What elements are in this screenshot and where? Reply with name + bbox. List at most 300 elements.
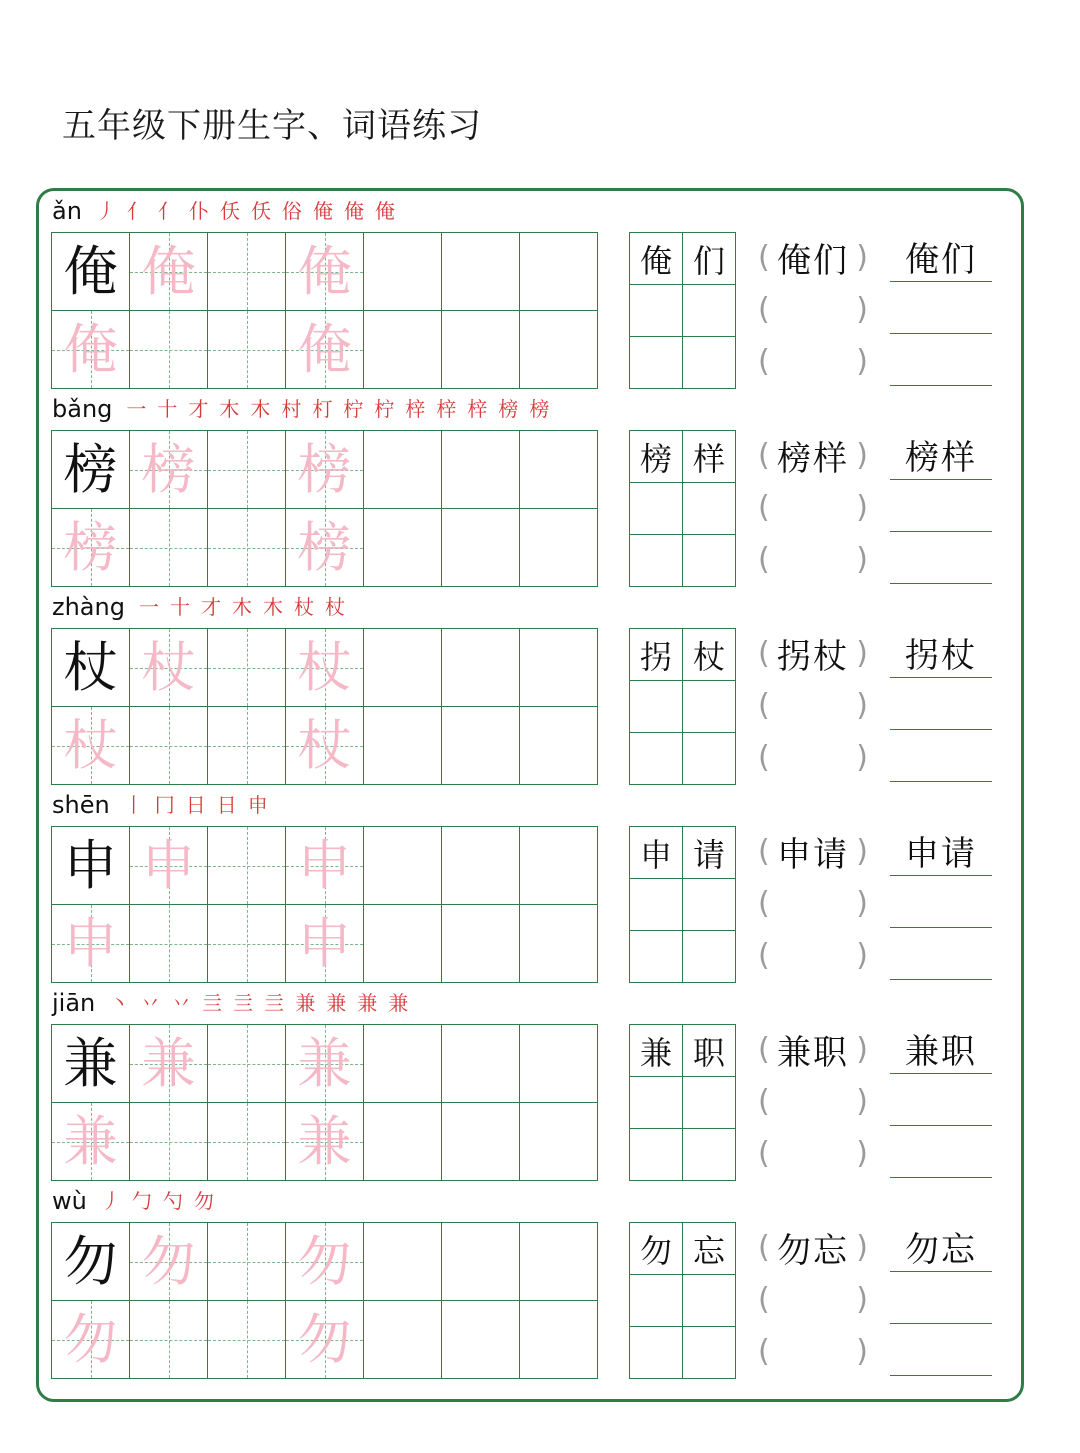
writing-cell[interactable] xyxy=(51,1102,130,1181)
left-bracket: ( xyxy=(758,437,770,473)
pinyin-label: shēn xyxy=(52,791,110,819)
bracket-answer-row[interactable] xyxy=(758,482,868,532)
underline-answer-row[interactable] xyxy=(890,1326,992,1376)
trace-character: 兼 xyxy=(297,1031,352,1095)
writing-cell[interactable] xyxy=(441,1222,520,1301)
word-character: 样 xyxy=(692,439,725,478)
guide-line xyxy=(247,1103,248,1180)
writing-cell[interactable] xyxy=(285,310,364,389)
writing-cell[interactable] xyxy=(519,1102,598,1181)
bracket-answer-row[interactable] xyxy=(758,1024,868,1074)
bracket-answer-row[interactable] xyxy=(758,284,868,334)
stroke-step: 十 xyxy=(157,397,178,421)
writing-cell[interactable] xyxy=(519,1300,598,1379)
underline-answer-row[interactable]: 勿忘 xyxy=(890,1222,992,1272)
right-bracket: ) xyxy=(856,437,868,473)
underline-answer-row[interactable] xyxy=(890,534,992,584)
writing-cell[interactable] xyxy=(363,1102,442,1181)
writing-cell[interactable] xyxy=(363,1300,442,1379)
writing-cell[interactable] xyxy=(207,310,286,389)
word-cell[interactable] xyxy=(682,878,736,931)
underline-answer-row[interactable] xyxy=(890,336,992,386)
model-character: 申 xyxy=(63,833,118,897)
right-bracket: ) xyxy=(856,1333,868,1369)
writing-cell[interactable] xyxy=(129,508,208,587)
writing-cell[interactable] xyxy=(441,1300,520,1379)
guide-line xyxy=(247,1025,248,1102)
writing-cell[interactable] xyxy=(441,1024,520,1103)
writing-cell[interactable] xyxy=(129,310,208,389)
word-cell[interactable] xyxy=(629,1222,683,1275)
left-bracket: ( xyxy=(758,1031,770,1067)
writing-cell[interactable] xyxy=(51,1300,130,1379)
model-character: 兼 xyxy=(63,1031,118,1095)
stroke-step: 亻 xyxy=(126,199,147,223)
left-bracket: ( xyxy=(758,687,770,723)
pinyin-label: zhàng xyxy=(52,593,125,621)
left-bracket: ( xyxy=(758,1229,770,1265)
word-character: 拐 xyxy=(639,637,672,676)
stroke-step: 木 xyxy=(231,595,252,619)
writing-cell[interactable] xyxy=(129,430,208,509)
writing-cell[interactable] xyxy=(129,232,208,311)
writing-cell[interactable] xyxy=(519,628,598,707)
trace-character: 榜 xyxy=(297,515,352,579)
writing-cell[interactable] xyxy=(363,430,442,509)
bracket-answer-row[interactable] xyxy=(758,628,868,678)
stroke-step: 才 xyxy=(200,595,221,619)
bracket-answer-row[interactable] xyxy=(758,1128,868,1178)
writing-cell[interactable] xyxy=(51,430,130,509)
writing-cell[interactable] xyxy=(519,1024,598,1103)
right-bracket: ) xyxy=(856,489,868,525)
writing-cell[interactable] xyxy=(51,1222,130,1301)
word-cell[interactable] xyxy=(629,534,683,587)
pinyin-label: wù xyxy=(52,1187,87,1215)
writing-cell[interactable] xyxy=(129,1222,208,1301)
writing-cell[interactable] xyxy=(363,826,442,905)
writing-cell[interactable] xyxy=(519,1222,598,1301)
right-bracket: ) xyxy=(856,239,868,275)
writing-cell[interactable] xyxy=(285,706,364,785)
left-bracket: ( xyxy=(758,1135,770,1171)
trace-character: 杖 xyxy=(297,713,352,777)
bracket-answer-row[interactable] xyxy=(758,680,868,730)
writing-cell[interactable] xyxy=(363,706,442,785)
writing-cell[interactable] xyxy=(207,430,286,509)
underline-answer-row[interactable] xyxy=(890,284,992,334)
word-cell[interactable] xyxy=(682,1024,736,1077)
right-bracket: ) xyxy=(856,885,868,921)
word-cell[interactable] xyxy=(629,336,683,389)
word-cell[interactable] xyxy=(629,1076,683,1129)
writing-cell[interactable] xyxy=(207,706,286,785)
word-cell[interactable] xyxy=(682,732,736,785)
word-cell[interactable] xyxy=(682,1076,736,1129)
writing-cell[interactable] xyxy=(207,904,286,983)
writing-cell[interactable] xyxy=(519,508,598,587)
writing-cell[interactable] xyxy=(129,1102,208,1181)
stroke-step: 亖 xyxy=(264,991,285,1015)
stroke-step: 丿 xyxy=(100,1189,121,1213)
stroke-step: 兼 xyxy=(326,991,347,1015)
bracket-answer-row[interactable] xyxy=(758,430,868,480)
underline-answer-row[interactable]: 拐杖 xyxy=(890,628,992,678)
trace-character: 申 xyxy=(63,911,118,975)
writing-cell[interactable] xyxy=(51,904,130,983)
left-bracket: ( xyxy=(758,635,770,671)
stroke-step: 俺 xyxy=(374,199,395,223)
writing-cell[interactable] xyxy=(285,1024,364,1103)
word-cell[interactable] xyxy=(629,284,683,337)
writing-cell[interactable] xyxy=(285,628,364,707)
trace-character: 申 xyxy=(297,911,352,975)
guide-line xyxy=(247,1223,248,1300)
stroke-step: 亻 xyxy=(157,199,178,223)
trace-character: 杖 xyxy=(141,635,196,699)
stroke-step: 勿 xyxy=(193,1189,214,1213)
bracket-answer-row[interactable] xyxy=(758,1326,868,1376)
stroke-step: 木 xyxy=(250,397,271,421)
writing-cell[interactable] xyxy=(441,232,520,311)
model-character: 俺 xyxy=(63,239,118,303)
model-character: 榜 xyxy=(63,437,118,501)
word-cell[interactable] xyxy=(682,430,736,483)
underline-answer-row[interactable] xyxy=(890,878,992,928)
trace-character: 兼 xyxy=(141,1031,196,1095)
left-bracket: ( xyxy=(758,937,770,973)
stroke-order-line xyxy=(52,588,356,622)
guide-line xyxy=(169,707,170,784)
writing-grid xyxy=(51,1222,599,1378)
stroke-step: 丷 xyxy=(140,991,161,1015)
right-bracket: ) xyxy=(856,541,868,577)
stroke-step: 一 xyxy=(126,397,147,421)
stroke-step: 木 xyxy=(262,595,283,619)
stroke-step: 一 xyxy=(138,595,159,619)
writing-cell[interactable] xyxy=(519,232,598,311)
writing-cell[interactable] xyxy=(441,310,520,389)
stroke-step: 梓 xyxy=(467,397,488,421)
writing-grid xyxy=(51,1024,599,1180)
right-bracket: ) xyxy=(856,937,868,973)
stroke-order-line xyxy=(52,390,560,424)
bracket-answer-row[interactable] xyxy=(758,930,868,980)
underline-answer-row[interactable] xyxy=(890,1274,992,1324)
word-cell[interactable] xyxy=(629,430,683,483)
left-bracket: ( xyxy=(758,489,770,525)
writing-cell[interactable] xyxy=(441,628,520,707)
right-bracket: ) xyxy=(856,1031,868,1067)
word-cell[interactable] xyxy=(629,1128,683,1181)
stroke-step: 朾 xyxy=(312,397,333,421)
writing-cell[interactable] xyxy=(129,826,208,905)
word-cell[interactable] xyxy=(629,680,683,733)
stroke-step: 柠 xyxy=(343,397,364,421)
writing-cell[interactable] xyxy=(51,508,130,587)
writing-cell[interactable] xyxy=(441,1102,520,1181)
stroke-step: 俺 xyxy=(343,199,364,223)
guide-line xyxy=(169,311,170,388)
writing-cell[interactable] xyxy=(207,628,286,707)
writing-cell[interactable] xyxy=(285,508,364,587)
left-bracket: ( xyxy=(758,833,770,869)
bracket-answer-row[interactable] xyxy=(758,878,868,928)
stroke-step: 柠 xyxy=(374,397,395,421)
guide-line xyxy=(169,1301,170,1378)
word-grid xyxy=(629,1024,735,1180)
char-section xyxy=(0,588,1080,786)
stroke-step: 勹 xyxy=(131,1189,152,1213)
writing-cell[interactable] xyxy=(363,904,442,983)
writing-cell[interactable] xyxy=(207,508,286,587)
word-cell[interactable] xyxy=(682,534,736,587)
writing-cell[interactable] xyxy=(363,232,442,311)
left-bracket: ( xyxy=(758,343,770,379)
writing-cell[interactable] xyxy=(363,1222,442,1301)
bracket-word: 申请 xyxy=(777,834,849,875)
underline-answer-row[interactable] xyxy=(890,930,992,980)
bracket-answer-row[interactable] xyxy=(758,1222,868,1272)
writing-cell[interactable] xyxy=(441,706,520,785)
stroke-step: 冂 xyxy=(154,793,175,817)
guide-line xyxy=(247,311,248,388)
stroke-step: 梓 xyxy=(405,397,426,421)
writing-cell[interactable] xyxy=(129,706,208,785)
word-cell[interactable] xyxy=(629,878,683,931)
char-section xyxy=(0,786,1080,984)
trace-character: 榜 xyxy=(297,437,352,501)
left-bracket: ( xyxy=(758,885,770,921)
word-cell[interactable] xyxy=(682,336,736,389)
model-character: 勿 xyxy=(63,1229,118,1293)
word-character: 忘 xyxy=(692,1231,725,1270)
trace-character: 勿 xyxy=(297,1229,352,1293)
stroke-step: 亖 xyxy=(233,991,254,1015)
bracket-answer-row[interactable] xyxy=(758,1076,868,1126)
word-cell[interactable] xyxy=(682,680,736,733)
writing-cell[interactable] xyxy=(207,1300,286,1379)
writing-cell[interactable] xyxy=(51,706,130,785)
writing-cell[interactable] xyxy=(519,310,598,389)
bracket-word: 勿忘 xyxy=(777,1230,849,1271)
bracket-answer-row[interactable] xyxy=(758,336,868,386)
stroke-step: 俺 xyxy=(312,199,333,223)
word-grid xyxy=(629,232,735,388)
word-cell[interactable] xyxy=(682,284,736,337)
guide-line xyxy=(247,509,248,586)
word-cell[interactable] xyxy=(682,1274,736,1327)
writing-cell[interactable] xyxy=(207,232,286,311)
underline-answer-row[interactable]: 榜样 xyxy=(890,430,992,480)
word-grid xyxy=(629,430,735,586)
writing-cell[interactable] xyxy=(441,430,520,509)
stroke-step: 丷 xyxy=(171,991,192,1015)
bracket-answer-row[interactable] xyxy=(758,534,868,584)
guide-line xyxy=(169,509,170,586)
writing-cell[interactable] xyxy=(363,1024,442,1103)
right-bracket: ) xyxy=(856,343,868,379)
writing-cell[interactable] xyxy=(285,826,364,905)
word-character: 申 xyxy=(639,835,672,874)
stroke-step: 才 xyxy=(188,397,209,421)
stroke-step: 俗 xyxy=(281,199,302,223)
word-cell[interactable] xyxy=(682,1222,736,1275)
writing-cell[interactable] xyxy=(207,1222,286,1301)
bracket-answer-row[interactable] xyxy=(758,732,868,782)
writing-cell[interactable] xyxy=(129,1300,208,1379)
word-cell[interactable] xyxy=(629,1274,683,1327)
writing-cell[interactable] xyxy=(285,232,364,311)
stroke-order-line xyxy=(52,192,406,226)
writing-cell[interactable] xyxy=(519,706,598,785)
word-character: 杖 xyxy=(692,637,725,676)
right-bracket: ) xyxy=(856,1135,868,1171)
writing-cell[interactable] xyxy=(285,430,364,509)
stroke-step: 仆 xyxy=(188,199,209,223)
word-cell[interactable] xyxy=(682,1326,736,1379)
stroke-step: 申 xyxy=(247,793,268,817)
writing-cell[interactable] xyxy=(441,826,520,905)
word-cell[interactable] xyxy=(682,930,736,983)
right-bracket: ) xyxy=(856,687,868,723)
bracket-word: 俺们 xyxy=(777,240,849,281)
writing-cell[interactable] xyxy=(51,1024,130,1103)
word-cell[interactable] xyxy=(682,628,736,681)
stroke-step: 杖 xyxy=(293,595,314,619)
trace-character: 勿 xyxy=(141,1229,196,1293)
model-character: 杖 xyxy=(63,635,118,699)
word-cell[interactable] xyxy=(629,1326,683,1379)
writing-cell[interactable] xyxy=(129,904,208,983)
writing-cell[interactable] xyxy=(129,1024,208,1103)
writing-cell[interactable] xyxy=(51,310,130,389)
word-cell[interactable] xyxy=(629,628,683,681)
writing-grid xyxy=(51,826,599,982)
guide-line xyxy=(247,905,248,982)
bracket-answer-row[interactable] xyxy=(758,232,868,282)
word-cell[interactable] xyxy=(629,232,683,285)
word-cell[interactable] xyxy=(629,482,683,535)
bracket-answer-row[interactable] xyxy=(758,826,868,876)
word-cell[interactable] xyxy=(682,1128,736,1181)
stroke-step: 仸 xyxy=(219,199,240,223)
writing-cell[interactable] xyxy=(519,904,598,983)
stroke-step: 日 xyxy=(216,793,237,817)
writing-cell[interactable] xyxy=(285,1222,364,1301)
underline-answer-row[interactable] xyxy=(890,1076,992,1126)
underline-answer-row[interactable] xyxy=(890,482,992,532)
left-bracket: ( xyxy=(758,1281,770,1317)
pinyin-label: jiān xyxy=(52,989,96,1017)
guide-line xyxy=(169,905,170,982)
writing-cell[interactable] xyxy=(51,232,130,311)
writing-cell[interactable] xyxy=(363,508,442,587)
stroke-step: 丶 xyxy=(109,991,130,1015)
bracket-word: 榜样 xyxy=(777,438,849,479)
writing-cell[interactable] xyxy=(51,826,130,905)
guide-line xyxy=(247,629,248,706)
guide-line xyxy=(247,431,248,508)
writing-cell[interactable] xyxy=(207,826,286,905)
writing-cell[interactable] xyxy=(129,628,208,707)
writing-grid xyxy=(51,430,599,586)
writing-cell[interactable] xyxy=(519,826,598,905)
stroke-step: 勺 xyxy=(162,1189,183,1213)
trace-character: 勿 xyxy=(63,1307,118,1371)
writing-cell[interactable] xyxy=(519,430,598,509)
underline-answer-row[interactable] xyxy=(890,1128,992,1178)
word-cell[interactable] xyxy=(629,930,683,983)
trace-character: 榜 xyxy=(141,437,196,501)
trace-character: 俺 xyxy=(297,317,352,381)
writing-cell[interactable] xyxy=(363,628,442,707)
writing-cell[interactable] xyxy=(441,904,520,983)
stroke-step: 木 xyxy=(219,397,240,421)
stroke-step: 梓 xyxy=(436,397,457,421)
stroke-order-line xyxy=(52,1182,225,1216)
stroke-order-line xyxy=(52,786,279,820)
right-bracket: ) xyxy=(856,1229,868,1265)
underline-answer-row[interactable]: 申请 xyxy=(890,826,992,876)
trace-character: 俺 xyxy=(63,317,118,381)
writing-cell[interactable] xyxy=(441,508,520,587)
writing-cell[interactable] xyxy=(207,1024,286,1103)
writing-grid xyxy=(51,232,599,388)
left-bracket: ( xyxy=(758,239,770,275)
writing-cell[interactable] xyxy=(363,310,442,389)
writing-cell[interactable] xyxy=(285,904,364,983)
stroke-step: 仸 xyxy=(250,199,271,223)
word-cell[interactable] xyxy=(682,482,736,535)
right-bracket: ) xyxy=(856,291,868,327)
stroke-step: 榜 xyxy=(529,397,550,421)
char-section xyxy=(0,390,1080,588)
underline-answer-row[interactable]: 俺们 xyxy=(890,232,992,282)
word-cell[interactable] xyxy=(629,1024,683,1077)
writing-cell[interactable] xyxy=(207,1102,286,1181)
bracket-answer-row[interactable] xyxy=(758,1274,868,1324)
trace-character: 申 xyxy=(297,833,352,897)
right-bracket: ) xyxy=(856,1083,868,1119)
word-cell[interactable] xyxy=(682,232,736,285)
underline-answer-row[interactable] xyxy=(890,680,992,730)
word-grid xyxy=(629,628,735,784)
stroke-step: 丿 xyxy=(95,199,116,223)
trace-character: 榜 xyxy=(63,515,118,579)
char-section xyxy=(0,192,1080,390)
right-bracket: ) xyxy=(856,1281,868,1317)
word-character: 们 xyxy=(692,241,725,280)
writing-cell[interactable] xyxy=(51,628,130,707)
writing-cell[interactable] xyxy=(285,1102,364,1181)
word-grid xyxy=(629,826,735,982)
char-section xyxy=(0,1182,1080,1380)
underline-answer-row[interactable] xyxy=(890,732,992,782)
trace-character: 勿 xyxy=(297,1307,352,1371)
trace-character: 俺 xyxy=(297,239,352,303)
trace-character: 俺 xyxy=(141,239,196,303)
writing-cell[interactable] xyxy=(285,1300,364,1379)
stroke-step: 丨 xyxy=(123,793,144,817)
left-bracket: ( xyxy=(758,541,770,577)
word-cell[interactable] xyxy=(629,732,683,785)
underline-answer-row[interactable]: 兼职 xyxy=(890,1024,992,1074)
word-character: 俺 xyxy=(639,241,672,280)
word-cell[interactable] xyxy=(682,826,736,879)
word-cell[interactable] xyxy=(629,826,683,879)
stroke-step: 兼 xyxy=(295,991,316,1015)
